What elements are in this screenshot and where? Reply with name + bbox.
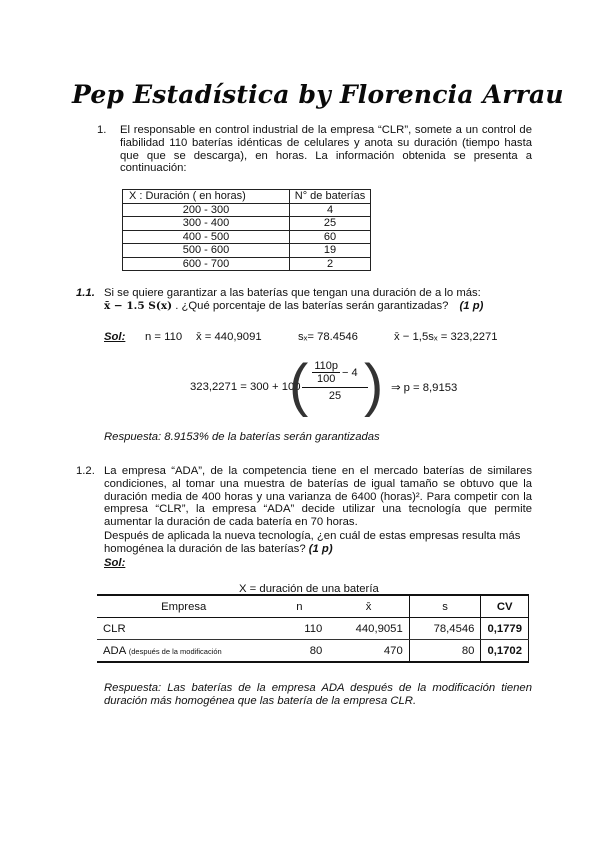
header-s: s xyxy=(409,595,481,618)
equation-fraction xyxy=(302,360,368,402)
question-text-2: Después de aplicada la nueva tecnología, ¿en cuál de estas empresas resulta más homogénea la duración de las baterías? xyxy=(104,530,521,555)
frequency-table xyxy=(122,189,371,271)
points: (1 p) xyxy=(308,542,333,555)
table-row xyxy=(123,244,371,258)
mean-cell: 440,9051 xyxy=(328,618,409,640)
table-header-row xyxy=(97,595,529,618)
inner-denominator: 100 xyxy=(317,373,336,385)
table-row xyxy=(97,618,529,640)
table-header-row xyxy=(123,190,371,204)
table-cell: 500 - 600 xyxy=(123,244,290,258)
table-row xyxy=(123,257,371,271)
s-cell: 80 xyxy=(409,640,481,663)
table-cell: 25 xyxy=(290,217,371,231)
s-cell: 78,4546 xyxy=(409,618,481,640)
answer-1-1: Respuesta: 8.9153% de la baterías serán garantizadas xyxy=(104,431,380,443)
table-row xyxy=(123,230,371,244)
empresa-name: ADA xyxy=(103,644,126,657)
question-text: La empresa “ADA”, de la competencia tiene en el mercado baterías de similares condiciones, al tomar una muestra de baterías de igual tamaño se obtuvo que la duración media de 400 horas y una varianza de 6400 (horas)². Para competir con la empresa “CLR”, la empresa “ADA” decide utilizar una tecnología que permite aumentar la duración de cada batería en 70 horas. xyxy=(104,465,532,529)
equation-left: 323,2271 = 300 + 100 xyxy=(190,381,301,393)
inner-minus: − 4 xyxy=(342,366,358,379)
table-cell: 2 xyxy=(290,257,371,271)
header-mean: x̄ xyxy=(328,595,409,618)
question-line1: Si se quiere garantizar a las baterías que tengan una duración de a lo más: xyxy=(104,287,481,299)
header-count: N° de baterías xyxy=(290,190,371,204)
equation-result: ⇒ p = 8,9153 xyxy=(391,382,458,394)
question-number: 1.2. xyxy=(76,465,95,477)
n-value: n = 110 xyxy=(145,331,183,343)
header-n: n xyxy=(270,595,328,618)
inner-numerator: 110p xyxy=(314,360,339,372)
header-cv: CV xyxy=(481,595,529,618)
table-row xyxy=(97,640,529,663)
cv-cell: 0,1702 xyxy=(481,640,529,663)
problem-number: 1. xyxy=(97,124,107,136)
left-paren: ( xyxy=(289,353,309,418)
right-paren: ) xyxy=(364,353,384,418)
table-cell: 19 xyxy=(290,244,371,258)
cv-cell: 0,1779 xyxy=(481,618,529,640)
table-cell: 600 - 700 xyxy=(123,257,290,271)
empresa-cell xyxy=(97,618,270,640)
table-caption: X = duración de una batería xyxy=(239,583,379,595)
criterion-value: x̄ − 1,5sₓ = 323,2271 xyxy=(394,331,498,343)
header-empresa: Empresa xyxy=(97,595,270,618)
question-line2: . ¿Qué porcentaje de las baterías serán garantizadas? xyxy=(175,300,449,312)
table-cell: 300 - 400 xyxy=(123,217,290,231)
answer-1-2: Respuesta: Las baterías de la empresa ADA después de la modificación tienen duración más homogénea que las batería de la empresa CLR. xyxy=(104,682,532,707)
formula: x̄ − 1.5 S(x) xyxy=(104,300,173,312)
sol-label: Sol: xyxy=(104,331,126,343)
n-cell: 80 xyxy=(270,640,328,663)
problem-statement: El responsable en control industrial de la empresa “CLR”, somete a un control de fiabilidad 110 baterías idénticas de celulares y anota su duración (tiempo hasta que que se descarga), en horas. La información obtenida se presenta a continuación: xyxy=(120,124,532,175)
table-cell: 60 xyxy=(290,230,371,244)
sol-label: Sol: xyxy=(104,557,126,569)
table-cell: 200 - 300 xyxy=(123,203,290,217)
mean-value: x̄ = 440,9091 xyxy=(196,331,262,343)
table-cell: 400 - 500 xyxy=(123,230,290,244)
n-cell: 110 xyxy=(270,618,328,640)
table-cell: 4 xyxy=(290,203,371,217)
header-duration: X : Duración ( en horas) xyxy=(123,190,290,204)
empresa-cell xyxy=(97,640,270,663)
sx-value: sₓ= 78.4546 xyxy=(298,331,358,343)
table-row xyxy=(123,217,371,231)
question-number: 1.1. xyxy=(76,287,95,299)
empresa-name: CLR xyxy=(103,622,126,635)
comparison-table xyxy=(97,594,529,663)
points: (1 p) xyxy=(459,300,484,312)
mean-cell: 470 xyxy=(328,640,409,663)
page-title: Pep Estadística by Florencia Arrau xyxy=(72,80,564,109)
empresa-note: (después de la modificación xyxy=(128,646,222,656)
outer-denominator: 25 xyxy=(302,387,368,402)
table-row xyxy=(123,203,371,217)
